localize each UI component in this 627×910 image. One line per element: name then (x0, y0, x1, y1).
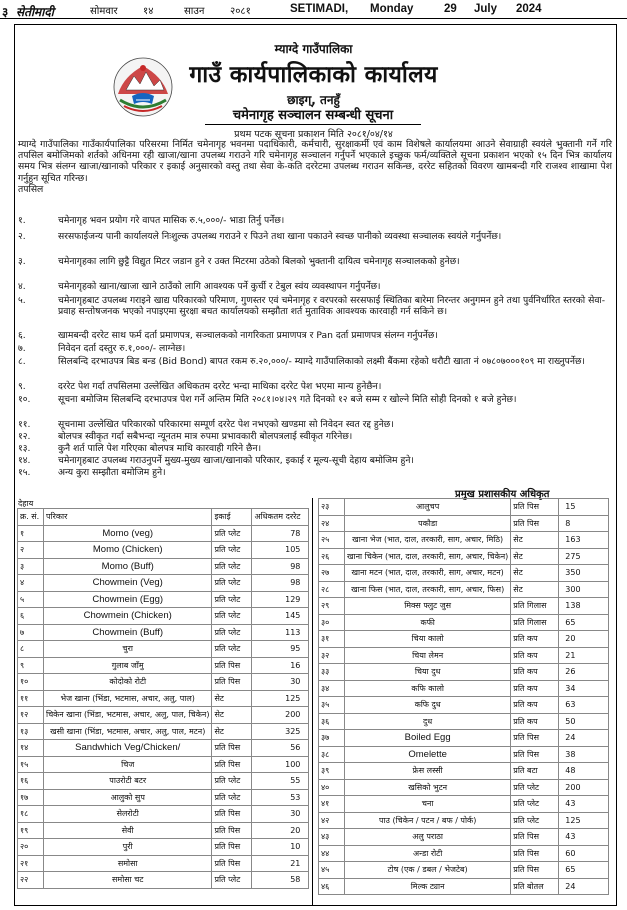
row-unit: प्रति पिस (511, 845, 559, 862)
row-item: पुरी (44, 839, 212, 856)
condition-text: सिलबन्दि दरभाउपत्र बिड बन्ड (Bid Bond) बापत रकम रु.२०,०००/- म्याग्दे गाउँपालिकाको लक्ष्मी बैंकमा रहेको धरौटी खाता नं ०७८०७०००१०९ मा राख्नुपर्नेछ। (58, 356, 585, 367)
row-unit: प्रति पिस (212, 839, 252, 856)
row-rate: 65 (559, 614, 609, 631)
row-sn: १४ (18, 740, 44, 757)
row-sn: ८ (18, 641, 44, 658)
row-rate: 24 (559, 730, 609, 747)
table-row (18, 690, 309, 707)
row-unit: प्रति प्लेट (212, 575, 252, 592)
year-en: 2024 (516, 3, 542, 15)
row-item: Momo (veg) (44, 525, 212, 542)
month-en: July (474, 3, 498, 15)
condition-text: सूचनामा उल्लेखित परिकारको परिकारमा सम्पूर्ण दररेट पेश नभएको खण्डमा सो निवेदन स्वत रद्द हुनेछ। (58, 419, 394, 430)
row-sn: ३७ (319, 730, 345, 747)
row-rate: 21 (252, 855, 309, 872)
table-row (18, 855, 309, 872)
table-row (18, 839, 309, 856)
row-rate: 30 (252, 674, 309, 691)
row-item: अलु पराठा (345, 829, 511, 846)
table-row (319, 680, 609, 697)
condition-number: ६. (18, 330, 26, 341)
condition-number: ५. (18, 295, 26, 306)
row-item: चना (345, 796, 511, 813)
row-rate: 200 (252, 707, 309, 724)
row-sn: २३ (319, 499, 345, 516)
table-row (18, 591, 309, 608)
table-label: देहाय (18, 499, 34, 508)
row-unit: प्रति प्लेट (212, 872, 252, 889)
signature-title: प्रमुख प्रशासकीय अधिकृत (455, 489, 550, 500)
row-sn: ३२ (319, 647, 345, 664)
tapsil-label: तपसिल (18, 183, 44, 195)
row-sn: ९ (18, 657, 44, 674)
row-sn: ४५ (319, 862, 345, 879)
condition-number: १५. (18, 467, 31, 478)
table-row (319, 829, 609, 846)
row-item: कोदोको रोटी (44, 674, 212, 691)
header-unit: इकाई (212, 509, 252, 526)
table-row (18, 789, 309, 806)
menu-table-left (17, 508, 309, 889)
row-item: मिक्स फ्लुट जुस (345, 598, 511, 615)
row-unit: प्रति पिस (511, 829, 559, 846)
row-sn: २७ (319, 565, 345, 582)
table-row (18, 657, 309, 674)
row-item: Chowmein (Buff) (44, 624, 212, 641)
row-sn: ७ (18, 624, 44, 641)
row-rate: 21 (559, 647, 609, 664)
row-item: खाना चिकेन (भात, दाल, तरकारी, साग, अचार, चिकेन) (345, 548, 511, 565)
row-rate: 163 (559, 532, 609, 549)
row-unit: सेट (511, 548, 559, 565)
row-item: दुध (345, 713, 511, 730)
condition-number: १३. (18, 443, 31, 454)
row-sn: १८ (18, 806, 44, 823)
row-rate: 53 (252, 789, 309, 806)
row-sn: २० (18, 839, 44, 856)
header-rate: अधिकतम दररेट (252, 509, 309, 526)
table-row (319, 515, 609, 532)
row-sn: १ (18, 525, 44, 542)
newspaper-name-en: SETIMADI, (290, 3, 349, 15)
row-sn: ४० (319, 779, 345, 796)
row-item: Chowmein (Egg) (44, 591, 212, 608)
row-unit: प्रति प्लेट (212, 591, 252, 608)
condition-number: ४. (18, 281, 26, 292)
row-sn: ३१ (319, 631, 345, 648)
table-row (319, 499, 609, 516)
condition-text: दररेट पेश गर्दा तपसिलमा उल्लेखित अधिकतम दररेट भन्दा माथिका दररेट पेश भएमा मान्य हुनेछैन। (58, 381, 382, 392)
row-item: सेवी (44, 822, 212, 839)
office-name: गाउँ कार्यपालिकाको कार्यालय (189, 61, 438, 88)
row-unit: प्रति कप (511, 680, 559, 697)
row-item: चिया कालो (345, 631, 511, 648)
row-unit: सेट (212, 707, 252, 724)
row-sn: २९ (319, 598, 345, 615)
table-row (319, 845, 609, 862)
row-item: खाना भेज (भात, दाल, तरकारी, साग, अचार, मिठि) (345, 532, 511, 549)
row-rate: 16 (252, 657, 309, 674)
row-item: मिल्क ट्यान (345, 878, 511, 895)
row-sn: ३५ (319, 697, 345, 714)
row-unit: प्रति प्लेट (212, 773, 252, 790)
row-item: टोष (एक / डबल / भेजटेब) (345, 862, 511, 879)
table-row (18, 872, 309, 889)
notice-intro (18, 139, 612, 195)
table-row (319, 796, 609, 813)
row-unit: प्रति प्लेट (212, 542, 252, 559)
table-row (18, 608, 309, 625)
row-unit: प्रति पिस (212, 740, 252, 757)
row-item: खसी खाना (भिंडा, भटमास, अचार, अलु, पाल, मटन) (44, 723, 212, 740)
row-item: Momo (Buff) (44, 558, 212, 575)
table-row (319, 763, 609, 780)
row-unit: प्रति पिस (212, 756, 252, 773)
row-unit: प्रति प्लेट (212, 789, 252, 806)
day-np: सोमवार (90, 6, 118, 17)
row-sn: ३० (319, 614, 345, 631)
row-item: कफि कालो (345, 680, 511, 697)
condition-number: ११. (18, 419, 31, 430)
row-unit: प्रति गिलास (511, 598, 559, 615)
row-sn: २६ (319, 548, 345, 565)
table-row (319, 713, 609, 730)
row-sn: ४३ (319, 829, 345, 846)
column-divider (312, 498, 313, 906)
row-sn: ३ (18, 558, 44, 575)
row-unit: प्रति पिस (511, 515, 559, 532)
row-rate: 78 (252, 525, 309, 542)
row-sn: १३ (18, 723, 44, 740)
row-rate: 10 (252, 839, 309, 856)
row-rate: 55 (252, 773, 309, 790)
table-row (319, 730, 609, 747)
row-rate: 43 (559, 829, 609, 846)
condition-text: चमेनागृहका लागि छुट्टै विद्युत मिटर जडान हुने र उक्त मिटरमा उठेको बिलको भुक्तानी दायित्व चमेनागृह सञ्चालकको हुनेछ। (58, 256, 460, 267)
row-item: पाउरोटी बटर (44, 773, 212, 790)
row-rate: 95 (252, 641, 309, 658)
row-item: चुरा (44, 641, 212, 658)
row-unit: प्रति पिस (511, 862, 559, 879)
row-rate: 8 (559, 515, 609, 532)
row-rate: 325 (252, 723, 309, 740)
row-unit: प्रति कप (511, 631, 559, 648)
row-item: खाना फिस (भात, दाल, तरकारी, साग, अचार, फिस) (345, 581, 511, 598)
row-rate: 350 (559, 565, 609, 582)
row-rate: 98 (252, 558, 309, 575)
notice-title: चमेनागृह सञ्चालन सम्बन्धी सूचना (205, 105, 421, 125)
row-rate: 48 (559, 763, 609, 780)
row-sn: ३९ (319, 763, 345, 780)
table-row (18, 740, 309, 757)
condition-text: चमेनागृहबाट उपलब्ध गराउनुपर्ने मुख्य-मुख्य खाजा/खानाको परिकार, इकाई र मूल्य-सूची देहाय बमोजिम हुने। (58, 455, 414, 466)
table-row (18, 806, 309, 823)
row-item: चिज (44, 756, 212, 773)
table-row (319, 631, 609, 648)
newspaper-name-np: सेतीमादी (16, 5, 54, 19)
row-rate: 20 (252, 822, 309, 839)
condition-number: ९. (18, 381, 26, 392)
row-rate: 125 (559, 812, 609, 829)
row-unit: प्रति प्लेट (212, 525, 252, 542)
office-location: छाइग्, तनहुँ (287, 93, 340, 107)
row-item: खसिको भुटन (345, 779, 511, 796)
page-number: ३ (2, 5, 9, 19)
row-item: समोसा चट (44, 872, 212, 889)
row-unit: सेट (511, 581, 559, 598)
table-row (18, 624, 309, 641)
row-sn: ३६ (319, 713, 345, 730)
row-unit: प्रति प्लेट (212, 624, 252, 641)
table-row (18, 542, 309, 559)
row-unit: सेट (511, 532, 559, 549)
row-item: चिकेन खाना (भिंडा, भटमास, अचार, अलु, पाल, चिकेन) (44, 707, 212, 724)
condition-number: १४. (18, 455, 31, 466)
condition-text: चमेनागृहको खाना/खाजा खाने ठाउँको लागि आवश्यक पर्ने कुर्ची र टेबुल स्वंय व्यवस्थापन गर्नुपर्नेछ। (58, 281, 381, 292)
table-row (319, 565, 609, 582)
condition-number: २. (18, 231, 26, 242)
row-unit: प्रति प्लेट (212, 608, 252, 625)
intro-text: म्याग्दे गाउँपालिका गाउँकार्यपालिका परिसरमा निर्मित चमेनागृह भवनमा पदाधिकारी, कर्मचारी, सुरक्षाकर्मी एवं काम विशेषले कार्यालयमा आउने सेवाग्राही स्वयंले भुक्तानी गर्ने गरि तपसिल बमोजिमको शर्तको अधिनमा रही खाजा/खाना उपलब्ध गराउने गरि चमेनागृह सञ्चालन गर्नुपर्ने भएकाले इच्छुक फर्म/व्यक्तिले सूचना प्रकाशन भएको १५ दिन भित्र कार्यालय समय भित्र संलग्न खाजा/खानाको परिकार र इकाई अनुसारको वस्तु तथा सेवा के-कति दररेटमा उपलब्ध गराउन सकिन्छ, दररेट सहितको विवरण खामबन्दी गरि राजश्व शाखामा पेश गर्नुहुन सूचित गरिन्छ। (18, 139, 612, 184)
condition-number: १२. (18, 431, 31, 442)
row-unit: प्रति प्लेट (212, 558, 252, 575)
table-row (18, 641, 309, 658)
row-unit: सेट (511, 565, 559, 582)
row-rate: 100 (252, 756, 309, 773)
row-sn: ३८ (319, 746, 345, 763)
table-row (319, 697, 609, 714)
table-row (18, 773, 309, 790)
day-en: Monday (370, 3, 414, 15)
row-sn: ३३ (319, 664, 345, 681)
table-row (18, 707, 309, 724)
row-unit: प्रति पिस (511, 746, 559, 763)
row-sn: ४४ (319, 845, 345, 862)
row-rate: 300 (559, 581, 609, 598)
row-rate: 34 (559, 680, 609, 697)
table-row (319, 812, 609, 829)
row-item: समोसा (44, 855, 212, 872)
row-item: कफि दुध (345, 697, 511, 714)
menu-table-right (318, 498, 609, 895)
table-row (18, 558, 309, 575)
row-item: गुलाब जाँमु (44, 657, 212, 674)
row-rate: 65 (559, 862, 609, 879)
condition-text: चमेनागृह भवन प्रयोग गरे वापत मासिक रु.५,०००/- भाडा तिर्नु पर्नेछ। (58, 215, 285, 226)
row-unit: प्रति पिस (212, 806, 252, 823)
row-sn: ४१ (319, 796, 345, 813)
row-rate: 63 (559, 697, 609, 714)
condition-text: बोलपत्र स्वीकृत गर्दा सबैभन्दा न्यूनतम मात्र रुपमा प्रभावकारी बोलपत्रलाई स्वीकृत गरिनेछ। (58, 431, 353, 442)
row-unit: प्रति प्लेट (511, 796, 559, 813)
row-sn: ३४ (319, 680, 345, 697)
condition-text: खामबन्दी दररेट साथ फर्म दर्ता प्रमाणपत्र, सञ्चालकको नागरिकता प्रमाणपत्र र Pan दर्ता प्रमाणपत्र संलग्न गर्नुपर्नेछ। (58, 330, 438, 341)
table-header-row (18, 509, 309, 526)
municipality-name: म्याग्दे गाउँपालिका (274, 42, 353, 56)
row-rate: 20 (559, 631, 609, 648)
condition-number: ८. (18, 356, 26, 367)
row-sn: २४ (319, 515, 345, 532)
row-unit: प्रति कप (511, 647, 559, 664)
row-rate: 24 (559, 878, 609, 895)
date-en: 29 (444, 3, 457, 15)
row-rate: 43 (559, 796, 609, 813)
table-row (319, 664, 609, 681)
row-rate: 98 (252, 575, 309, 592)
month-np: साउन (184, 6, 205, 17)
header-sn: क्र. सं. (18, 509, 44, 526)
row-item: अन्डा रोटी (345, 845, 511, 862)
row-rate: 26 (559, 664, 609, 681)
row-rate: 145 (252, 608, 309, 625)
row-item: पकौडा (345, 515, 511, 532)
row-sn: १२ (18, 707, 44, 724)
table-row (319, 581, 609, 598)
date-np: १४ (143, 6, 154, 17)
table-row (319, 862, 609, 879)
row-rate: 275 (559, 548, 609, 565)
row-sn: १९ (18, 822, 44, 839)
table-row (319, 598, 609, 615)
condition-text: अन्य कुरा सम्झौता बमोजिम हुने। (58, 467, 166, 478)
first-publication-date: प्रथम पटक सूचना प्रकाशन मिति २०८१/०४/१४ (234, 129, 393, 140)
row-sn: २५ (319, 532, 345, 549)
row-sn: २१ (18, 855, 44, 872)
condition-number: ३. (18, 256, 26, 267)
row-sn: १७ (18, 789, 44, 806)
row-sn: २ (18, 542, 44, 559)
row-item: चिया लेमन (345, 647, 511, 664)
condition-text: चमेनागृहबाट उपलब्ध गराइने खाद्य परिकारको परिमाण, गुणस्तर एवं चमेनागृह र वरपरको सरसफाई स्थितिका बारेमा निरन्तर अनुगमन हुने तथा पुर्वनिर्धारित स्तरको सेवा-प्रवाह सन्तोषजनक भएको नपाइएमा सुरक्षा बचत कार्यालयको सम्झौता शर्त मुताविक आवश्यक कारवाही गर्न सकिने छ। (58, 295, 606, 317)
row-rate: 58 (252, 872, 309, 889)
table-row (319, 548, 609, 565)
row-unit: प्रति गिलास (511, 614, 559, 631)
condition-text: निवेदन दर्ता दस्तुर रु.१,०००/- लाग्नेछ। (58, 343, 186, 354)
row-sn: १५ (18, 756, 44, 773)
row-rate: 200 (559, 779, 609, 796)
row-sn: २२ (18, 872, 44, 889)
table-row (319, 614, 609, 631)
row-unit: प्रति प्लेट (511, 779, 559, 796)
table-row (18, 525, 309, 542)
row-item: कफी (345, 614, 511, 631)
row-sn: ४६ (319, 878, 345, 895)
row-item: Chowmein (Chicken) (44, 608, 212, 625)
table-row (319, 878, 609, 895)
newspaper-masthead (0, 0, 627, 19)
row-item: Boiled Egg (345, 730, 511, 747)
table-row (18, 674, 309, 691)
row-rate: 30 (252, 806, 309, 823)
row-sn: ६ (18, 608, 44, 625)
row-sn: ४२ (319, 812, 345, 829)
condition-text: सूचना बमोजिम सिलबन्दि दरभाउपत्र पेश गर्ने अन्तिम मिति २०८१।०४।२९ गते दिनको १२ बजे सम्म र खोल्ने मिति सोही दिनको १ बजे हुनेछ। (58, 394, 517, 405)
row-unit: प्रति कप (511, 664, 559, 681)
row-item: आलुको सुप (44, 789, 212, 806)
table-row (319, 746, 609, 763)
row-unit: सेट (212, 723, 252, 740)
row-sn: १० (18, 674, 44, 691)
row-item: पाउ (चिकेन / पटन / बफ / पोर्क) (345, 812, 511, 829)
row-sn: २८ (319, 581, 345, 598)
row-unit: प्रति बटा (511, 763, 559, 780)
row-rate: 56 (252, 740, 309, 757)
row-item: Sandwhich Veg/Chicken/ (44, 740, 212, 757)
row-unit: प्रति कप (511, 713, 559, 730)
condition-text: कुनै शर्त पालि पेश गरिएका बोलपत्र माथि कारवाही गरिने छैन। (58, 443, 262, 454)
table-row (319, 647, 609, 664)
table-row (18, 575, 309, 592)
table-row (18, 822, 309, 839)
row-unit: प्रति कप (511, 697, 559, 714)
row-rate: 125 (252, 690, 309, 707)
row-sn: ५ (18, 591, 44, 608)
row-unit: प्रति बोतल (511, 878, 559, 895)
row-rate: 15 (559, 499, 609, 516)
condition-number: १०. (18, 394, 31, 405)
row-rate: 105 (252, 542, 309, 559)
condition-number: ७. (18, 343, 26, 354)
table-row (319, 532, 609, 549)
row-unit: प्रति पिस (212, 657, 252, 674)
row-rate: 129 (252, 591, 309, 608)
row-item: भेज खाना (भिंडा, भटमास, अचार, अलु, पाल) (44, 690, 212, 707)
row-unit: प्रति पिस (511, 499, 559, 516)
header-item: परिकार (44, 509, 212, 526)
row-unit: सेट (212, 690, 252, 707)
row-unit: प्रति पिस (212, 855, 252, 872)
row-item: Momo (Chicken) (44, 542, 212, 559)
row-item: सेलरोटी (44, 806, 212, 823)
table-row (18, 756, 309, 773)
row-rate: 60 (559, 845, 609, 862)
table-row (18, 723, 309, 740)
row-rate: 113 (252, 624, 309, 641)
row-unit: प्रति पिस (511, 730, 559, 747)
row-unit: प्रति प्लेट (511, 812, 559, 829)
row-rate: 50 (559, 713, 609, 730)
row-item: Omelette (345, 746, 511, 763)
row-sn: १६ (18, 773, 44, 790)
row-item: चिया दुध (345, 664, 511, 681)
row-item: खाना मटन (भात, दाल, तरकारी, साग, अचार, मटन) (345, 565, 511, 582)
year-np: २०८१ (230, 6, 251, 17)
row-item: फ्रेस लस्सी (345, 763, 511, 780)
condition-text: सरसफाईजन्य पानी कार्यालयले निःशुल्क उपलब्ध गराउने र पिउने तथा खाना पकाउने स्वच्छ पानीको व्यवस्था सञ्चालक स्वयंले गर्नुपर्नेछ। (58, 231, 502, 242)
condition-number: १. (18, 215, 26, 226)
table-row (319, 779, 609, 796)
row-item: Chowmein (Veg) (44, 575, 212, 592)
row-rate: 138 (559, 598, 609, 615)
row-sn: ४ (18, 575, 44, 592)
row-sn: ११ (18, 690, 44, 707)
row-item: आलुचप (345, 499, 511, 516)
row-unit: प्रति पिस (212, 822, 252, 839)
row-unit: प्रति पिस (212, 674, 252, 691)
row-rate: 38 (559, 746, 609, 763)
row-unit: प्रति प्लेट (212, 641, 252, 658)
